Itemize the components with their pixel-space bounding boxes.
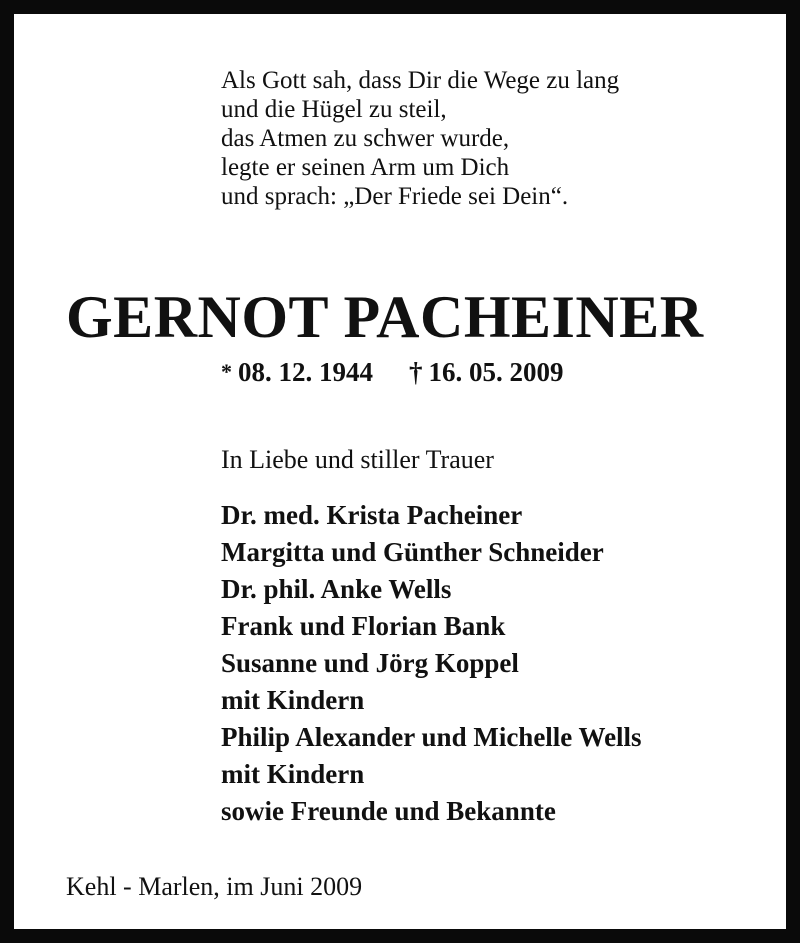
poem-line: das Atmen zu schwer wurde, — [221, 125, 510, 152]
death-group — [409, 357, 564, 387]
mourner-line: Margitta und Günther Schneider — [221, 537, 604, 567]
life-dates — [221, 356, 564, 388]
mourning-intro: In Liebe und stiller Trauer — [221, 445, 494, 474]
mourners-list — [221, 497, 642, 830]
birth-date: 08. 12. 1944 — [238, 357, 373, 387]
poem-line: legte er seinen Arm um Dich — [221, 154, 510, 181]
mourner-line: Dr. phil. Anke Wells — [221, 574, 452, 604]
birth-star-icon: * — [221, 359, 232, 384]
mourner-line: Dr. med. Krista Pacheiner — [221, 500, 523, 530]
poem-line: Als Gott sah, dass Dir die Wege zu lang — [221, 67, 620, 94]
poem — [221, 66, 619, 211]
poem-line: und die Hügel zu steil, — [221, 96, 447, 123]
mourner-line: Philip Alexander und Michelle Wells — [221, 722, 642, 752]
mourner-line: mit Kindern — [221, 759, 365, 789]
place-and-date: Kehl - Marlen, im Juni 2009 — [66, 872, 363, 901]
death-cross-icon: † — [409, 357, 423, 387]
mourner-line: sowie Freunde und Bekannte — [221, 796, 556, 826]
death-date: 16. 05. 2009 — [428, 357, 564, 387]
poem-line: und sprach: „Der Friede sei Dein“. — [221, 183, 569, 210]
mourner-line: mit Kindern — [221, 685, 365, 715]
deceased-name: GERNOT PACHEINER — [66, 284, 704, 350]
mourner-line: Susanne und Jörg Koppel — [221, 648, 519, 678]
mourner-line: Frank und Florian Bank — [221, 611, 506, 641]
